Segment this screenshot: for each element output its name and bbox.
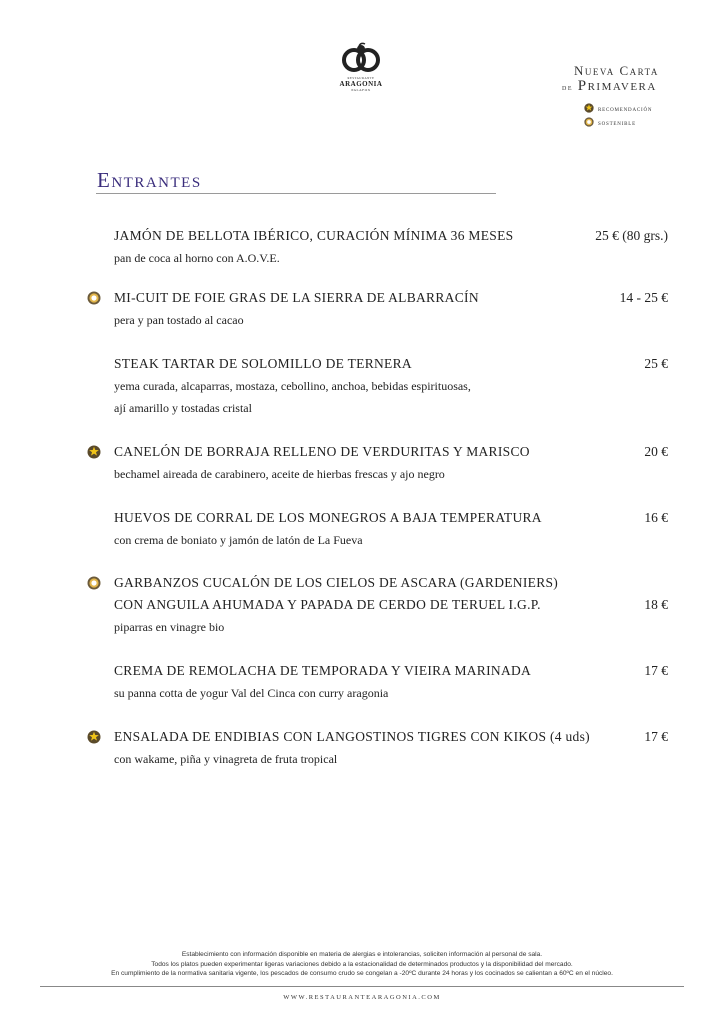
dish-description: pan de coca al horno con A.O.V.E. bbox=[114, 251, 280, 265]
menu-item bbox=[114, 507, 672, 551]
menu-title-line-1: Nueva Carta bbox=[574, 63, 659, 78]
dish-name: CANELÓN DE BORRAJA RELLENO DE VERDURITAS Y MARISCO bbox=[114, 444, 530, 459]
restaurant-logo bbox=[326, 42, 396, 104]
logo-line-3: PALAFOX bbox=[351, 88, 371, 92]
legend-sostenible bbox=[584, 115, 692, 129]
menu-title-primavera: Primavera bbox=[577, 78, 657, 94]
star-flower-icon bbox=[584, 103, 594, 113]
logo-line-1: RESTAURANTE bbox=[347, 76, 375, 80]
footer-notes bbox=[0, 950, 724, 979]
footer-divider bbox=[40, 986, 684, 987]
dish-description: pera y pan tostado al cacao bbox=[114, 313, 244, 327]
sun-ring-icon bbox=[87, 576, 101, 590]
dish-name: JAMÓN DE BELLOTA IBÉRICO, CURACIÓN MÍNIMA 36 MESES bbox=[114, 228, 514, 243]
menu-item bbox=[114, 287, 672, 331]
dish-description: piparras en vinagre bio bbox=[114, 620, 225, 634]
menu-item bbox=[114, 353, 672, 419]
dish-name-line-2: CON ANGUILA AHUMADA Y PAPADA DE CERDO DE TERUEL I.G.P. bbox=[114, 597, 541, 612]
dish-price: 25 € (80 grs.) bbox=[595, 228, 668, 243]
dish-name: CREMA DE REMOLACHA DE TEMPORADA Y VIEIRA MARINADA bbox=[114, 663, 532, 678]
footer-note: Establecimiento con información disponible en materia de alergias e intolerancias, soliciten información al personal de sala. bbox=[181, 951, 543, 958]
dish-description: ají amarillo y tostadas cristal bbox=[114, 401, 252, 415]
menu-item bbox=[114, 572, 672, 638]
menu-title-line-2 bbox=[562, 78, 692, 95]
dish-price: 20 € bbox=[644, 444, 668, 459]
dish-price: 14 - 25 € bbox=[619, 290, 668, 305]
dish-description: con crema de boniato y jamón de latón de La Fueva bbox=[114, 533, 363, 547]
menu-title-de: de bbox=[562, 82, 573, 92]
dish-name: GARBANZOS CUCALÓN DE LOS CIELOS DE ASCARA (GARDENIERS) bbox=[114, 575, 559, 590]
dish-description: bechamel aireada de carabinero, aceite de hierbas frescas y ajo negro bbox=[114, 467, 445, 481]
website-link[interactable]: WWW.RESTAURANTEARAGONIA.COM bbox=[283, 994, 441, 1001]
dish-price: 25 € bbox=[644, 356, 668, 371]
dish-description: yema curada, alcaparras, mostaza, cebollino, anchoa, bebidas espirituosas, bbox=[114, 379, 471, 393]
footer-note: En cumplimiento de la normativa sanitaria vigente, los pescados de consumo crudo se congelan a -20ºC durante 24 horas y los cocinados se calientan a 60ºC en el núcleo. bbox=[111, 970, 613, 977]
dish-price: 18 € bbox=[644, 597, 668, 612]
menu-item bbox=[114, 225, 672, 269]
logo-line-2: ARAGONIA bbox=[339, 80, 383, 88]
section-divider bbox=[96, 193, 496, 194]
menu-item bbox=[114, 441, 672, 485]
star-flower-icon bbox=[87, 730, 101, 744]
sun-ring-icon bbox=[87, 291, 101, 305]
menu-header bbox=[562, 64, 692, 129]
legend-label: sostenible bbox=[598, 117, 636, 127]
menu-item bbox=[114, 660, 672, 704]
dish-description: su panna cotta de yogur Val del Cinca con curry aragonia bbox=[114, 686, 389, 700]
footer-note: Todos los platos pueden experimentar ligeras variaciones debido a la estacionalidad de determinados productos y la disponibilidad del mercado. bbox=[151, 960, 573, 968]
legend-recomendacion bbox=[584, 101, 692, 115]
section-title: Entrantes bbox=[97, 168, 202, 192]
dish-name: HUEVOS DE CORRAL DE LOS MONEGROS A BAJA TEMPERATURA bbox=[114, 510, 542, 525]
dish-price: 16 € bbox=[644, 510, 668, 525]
logo-emblem-icon bbox=[338, 42, 384, 76]
dish-description: con wakame, piña y vinagreta de fruta tropical bbox=[114, 752, 338, 766]
dish-price: 17 € bbox=[644, 663, 668, 678]
dish-name: ENSALADA DE ENDIBIAS CON LANGOSTINOS TIGRES CON KIKOS (4 uds) bbox=[114, 729, 590, 744]
legend-label: recomendación bbox=[598, 103, 653, 113]
dish-name: MI-CUIT DE FOIE GRAS DE LA SIERRA DE ALBARRACÍN bbox=[114, 290, 479, 305]
dish-price: 17 € bbox=[644, 729, 668, 744]
badge-legend bbox=[562, 101, 692, 129]
sun-ring-icon bbox=[584, 117, 594, 127]
menu-item bbox=[114, 726, 672, 770]
dish-name: STEAK TARTAR DE SOLOMILLO DE TERNERA bbox=[114, 356, 412, 371]
star-flower-icon bbox=[87, 445, 101, 459]
